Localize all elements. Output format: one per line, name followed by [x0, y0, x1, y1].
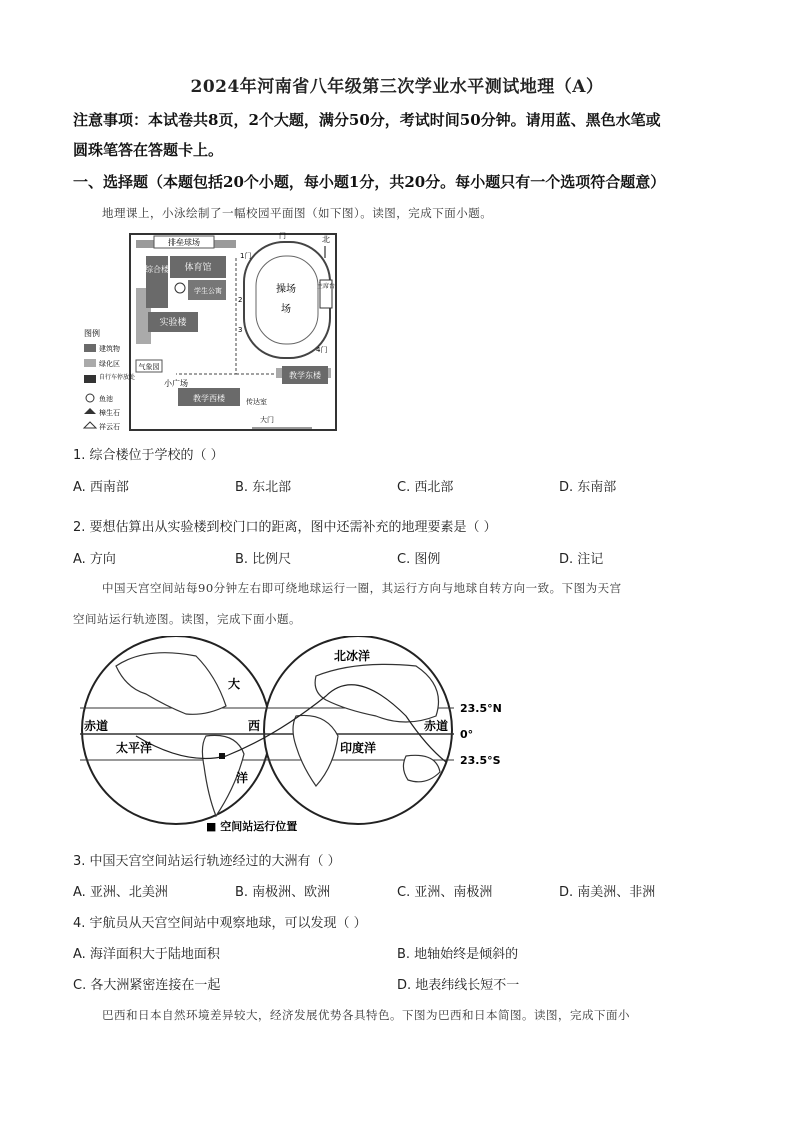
question-1-stem: 1. 综合楼位于学校的（ ） — [73, 448, 224, 463]
question-1-option-a[interactable]: A. 西南部 — [73, 480, 129, 495]
page-title: 2024年河南省八年级第三次学业水平测试地理（A） — [190, 77, 604, 97]
legend-item-stone-2: 祥云石 — [99, 423, 120, 431]
atlantic-label-yang: 洋 — [236, 771, 249, 785]
indian-ocean-label: 印度洋 — [340, 741, 377, 755]
legend-item-building: 建筑物 — [99, 345, 120, 353]
dorm-label: 学生公寓 — [194, 287, 222, 295]
question-1-option-d[interactable]: D. 东南部 — [559, 480, 617, 495]
question-2-option-c[interactable]: C. 图例 — [397, 552, 441, 567]
question-3-option-a[interactable]: A. 亚洲、北美洲 — [73, 885, 168, 900]
door-mark-label: 门 — [279, 232, 286, 240]
question-4-option-d[interactable]: D. 地表纬线长短不一 — [397, 978, 520, 993]
legend-item-bike: 自行车停放处 — [99, 374, 136, 381]
legend-title: 图例 — [84, 329, 100, 338]
space-station-orbit-map — [76, 636, 516, 836]
field-label-2: 场 — [281, 304, 291, 315]
latitude-23-5n-label: 23.5°N — [460, 702, 502, 715]
legend-item-stone-1: 樟生石 — [99, 409, 120, 417]
intro-paragraph-3: 巴西和日本自然环境差异较大，经济发展优势各具特色。下图为巴西和日本简图。读图，完成下面小 — [102, 1008, 630, 1022]
question-2-option-b[interactable]: B. 比例尺 — [235, 552, 292, 567]
latitude-0-label: 0° — [460, 728, 474, 741]
question-2-option-a[interactable]: A. 方向 — [73, 552, 116, 567]
lab-label: 实验楼 — [159, 318, 187, 328]
station-legend: ■ 空间站运行位置 — [206, 820, 298, 833]
east-building-label: 教学东楼 — [289, 371, 321, 380]
legend-item-pond: 鱼池 — [99, 395, 113, 403]
field-label: 操场 — [276, 284, 296, 295]
gym-label: 体育馆 — [184, 263, 212, 273]
equator-label-right: 赤道 — [424, 719, 449, 733]
complex-label: 综合楼 — [145, 265, 169, 274]
stage-label: 主席台 — [316, 283, 336, 290]
question-4-stem: 4. 宇航员从天宫空间站中观察地球，可以发现（ ） — [73, 916, 367, 931]
campus-map-figure — [76, 228, 342, 434]
volleyball-label: 排垒球场 — [168, 238, 200, 247]
question-1-option-c[interactable]: C. 西北部 — [397, 480, 454, 495]
question-1-option-b[interactable]: B. 东北部 — [235, 480, 292, 495]
arctic-ocean-label: 北冰洋 — [334, 649, 371, 663]
question-3-stem: 3. 中国天宫空间站运行轨迹经过的大洲有（ ） — [73, 854, 341, 869]
west-building-label: 教学西楼 — [193, 394, 225, 403]
pacific-ocean-label: 太平洋 — [116, 741, 153, 755]
door-1-label: 1门 — [240, 252, 252, 260]
plaza-label: 小广场 — [164, 379, 188, 388]
legend-item-green: 绿化区 — [99, 360, 120, 368]
sports-field — [244, 242, 330, 358]
gate-label: 大门 — [260, 416, 274, 424]
guard-room-label: 传达室 — [246, 398, 267, 406]
question-3-option-b[interactable]: B. 南极洲、欧洲 — [235, 885, 331, 900]
question-2-stem: 2. 要想估算出从实验楼到校门口的距离，图中还需补充的地理要素是（ ） — [73, 520, 497, 535]
latitude-23-5s-label: 23.5°S — [460, 754, 501, 767]
question-4-option-b[interactable]: B. 地轴始终是倾斜的 — [397, 947, 519, 962]
question-4-option-c[interactable]: C. 各大洲紧密连接在一起 — [73, 978, 221, 993]
intro-paragraph-1: 地理课上，小泳绘制了一幅校园平面图（如下图）。读图，完成下面小题。 — [102, 206, 493, 220]
question-3-option-c[interactable]: C. 亚洲、南极洲 — [397, 885, 493, 900]
atlantic-label-da: 大 — [228, 677, 241, 691]
equator-label-left: 赤道 — [84, 719, 109, 733]
weather-garden-label: 气象园 — [138, 363, 160, 371]
intro-paragraph-2-line-2: 空间站运行轨迹图。读图，完成下面小题。 — [73, 612, 301, 626]
notice-line-2: 圆珠笔答在答题卡上。 — [73, 141, 224, 159]
notice-line-1: 注意事项：本试卷共8页，2个大题，满分50分，考试时间50分钟。请用蓝、黑色水笔或 — [73, 111, 661, 129]
intro-paragraph-2-line-1: 中国天宫空间站每90分钟左右即可绕地球运行一圈，其运行方向与地球自转方向一致。下图为天宫 — [102, 581, 622, 595]
door-2-label: 2 — [238, 296, 243, 304]
fish-pond — [175, 283, 185, 293]
door-4-label: 4门 — [316, 346, 328, 354]
question-4-option-a[interactable]: A. 海洋面积大于陆地面积 — [73, 947, 220, 962]
door-3-label: 3 — [238, 326, 243, 334]
section-heading: 一、选择题（本题包括20个小题，每小题1分，共20分。每小题只有一个选项符合题意） — [73, 173, 666, 191]
question-3-option-d[interactable]: D. 南美洲、非洲 — [559, 885, 656, 900]
space-station-position-marker — [219, 753, 225, 759]
atlantic-label-xi: 西 — [248, 719, 261, 733]
complex-building — [146, 256, 168, 308]
north-label: 北 — [322, 235, 330, 244]
question-2-option-d[interactable]: D. 注记 — [559, 552, 604, 567]
